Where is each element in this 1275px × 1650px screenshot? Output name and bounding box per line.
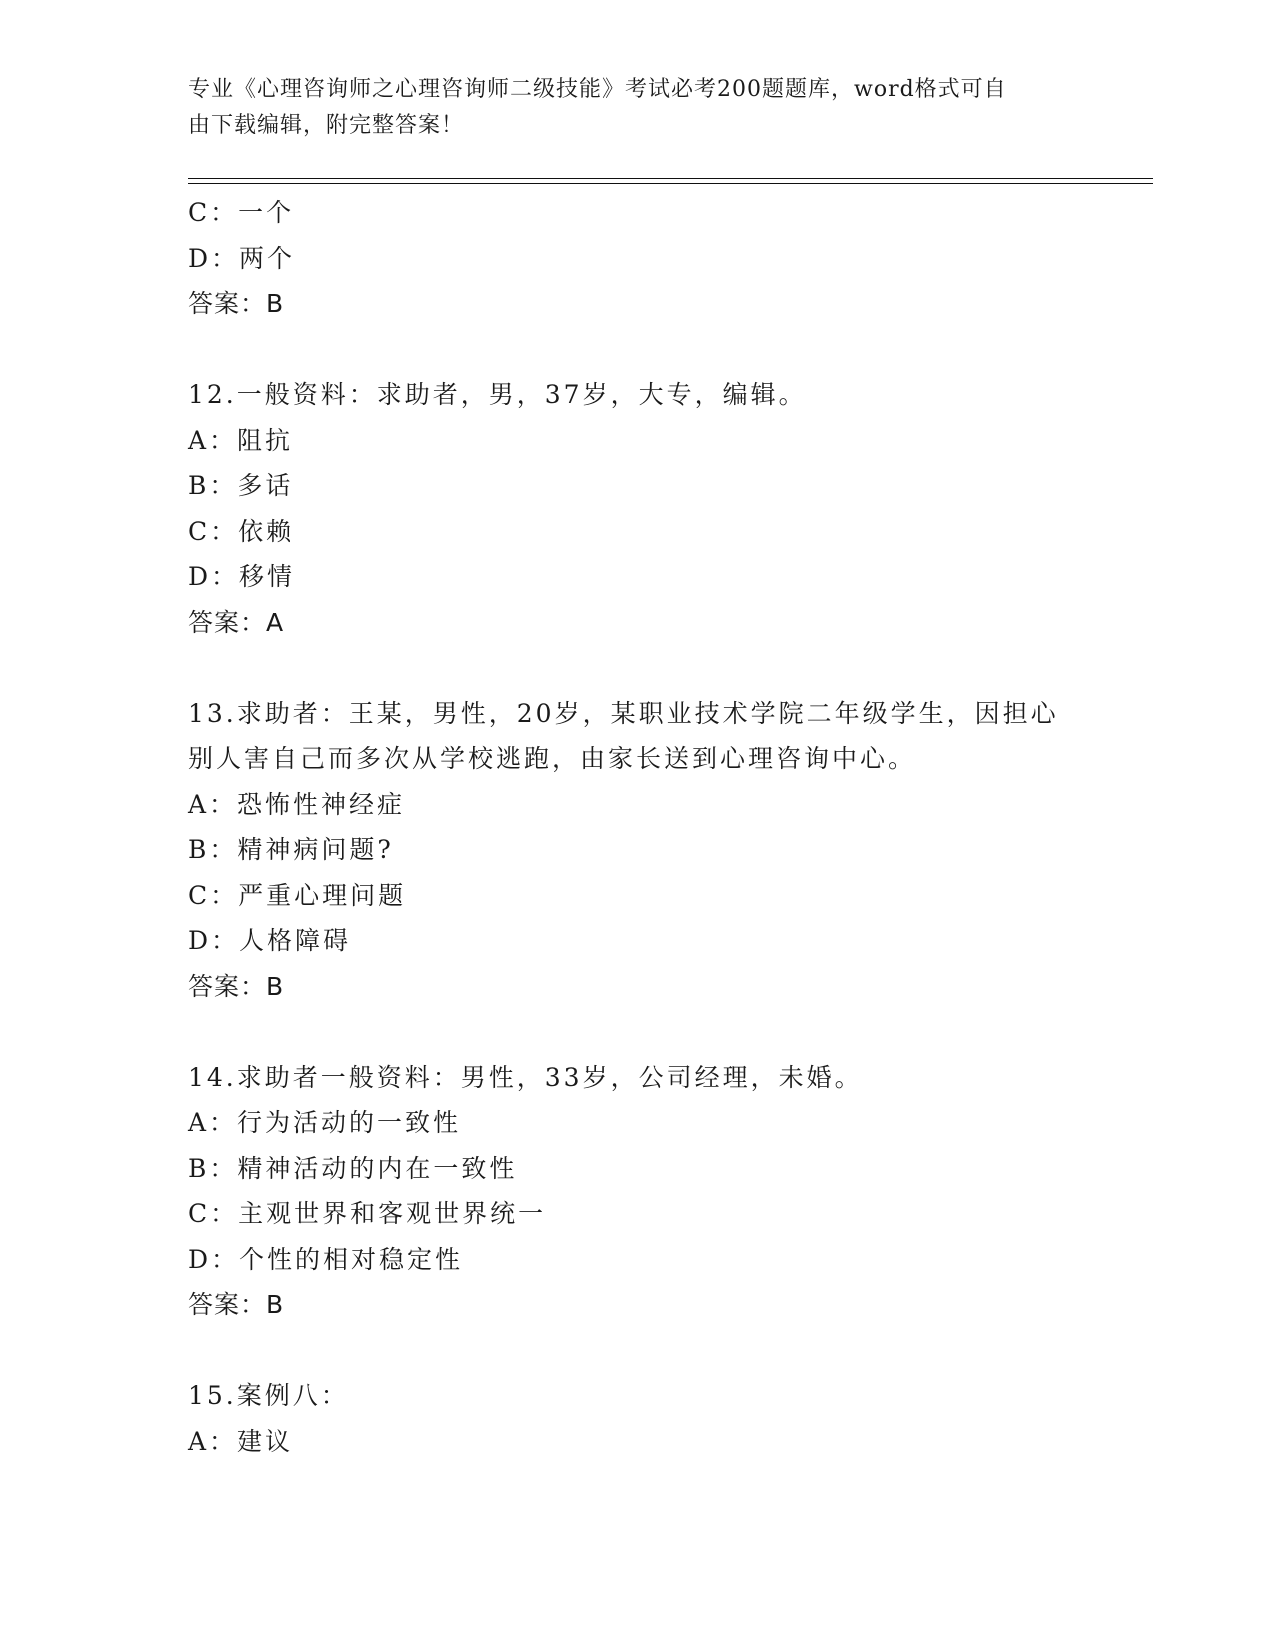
question-stem: 12.一般资料：求助者，男，37岁，大专，编辑。 bbox=[188, 380, 807, 409]
option-b: B：多话 bbox=[188, 471, 294, 500]
question-stem: 13.求助者：王某，男性，20岁，某职业技术学院二年级学生，因担心 bbox=[188, 698, 1059, 728]
answer-line: 答案：A bbox=[188, 607, 285, 637]
header-line-1: 专业《心理咨询师之心理咨询师二级技能》考试必考200题题库，word格式可自 bbox=[188, 77, 1007, 102]
option-a: A：建议 bbox=[188, 1426, 294, 1456]
question-stem: 15.案例八： bbox=[188, 1381, 349, 1410]
answer-line: 答案：B bbox=[188, 1290, 285, 1319]
question-block bbox=[188, 372, 1088, 645]
question-block bbox=[188, 1055, 1088, 1328]
option-a: A：恐怖性神经症 bbox=[188, 789, 406, 819]
answer-line: 答案：B bbox=[188, 289, 285, 318]
option-b: B：精神病问题? bbox=[188, 835, 394, 864]
question-block bbox=[188, 190, 1088, 327]
option-d: D：移情 bbox=[188, 562, 296, 591]
option-c: C：严重心理问题 bbox=[188, 880, 407, 910]
spacer bbox=[188, 327, 1088, 373]
option-d: D：个性的相对稳定性 bbox=[188, 1244, 464, 1274]
question-stem-continued: 别人害自己而多次从学校逃跑，由家长送到心理咨询中心。 bbox=[188, 744, 917, 773]
spacer bbox=[188, 1328, 1088, 1374]
header-divider-bottom bbox=[188, 183, 1153, 184]
header-line-2: 由下载编辑，附完整答案！ bbox=[188, 113, 465, 138]
header-divider-top bbox=[188, 178, 1153, 179]
option-c: C：依赖 bbox=[188, 516, 295, 546]
document-header bbox=[188, 72, 1068, 144]
question-list bbox=[188, 190, 1088, 1464]
question-block bbox=[188, 1373, 1088, 1464]
option-c: C：主观世界和客观世界统一 bbox=[188, 1199, 547, 1228]
answer-line: 答案：B bbox=[188, 971, 285, 1001]
option-d: D：两个 bbox=[188, 243, 296, 273]
option-b: B：精神活动的内在一致性 bbox=[188, 1153, 518, 1183]
option-a: A：行为活动的一致性 bbox=[188, 1108, 462, 1137]
option-d: D：人格障碍 bbox=[188, 926, 352, 955]
option-c: C：一个 bbox=[188, 198, 295, 227]
question-stem: 14.求助者一般资料：男性，33岁，公司经理，未婚。 bbox=[188, 1062, 863, 1092]
question-block bbox=[188, 691, 1088, 1010]
spacer bbox=[188, 645, 1088, 691]
spacer bbox=[188, 1009, 1088, 1055]
option-a: A：阻抗 bbox=[188, 425, 294, 455]
